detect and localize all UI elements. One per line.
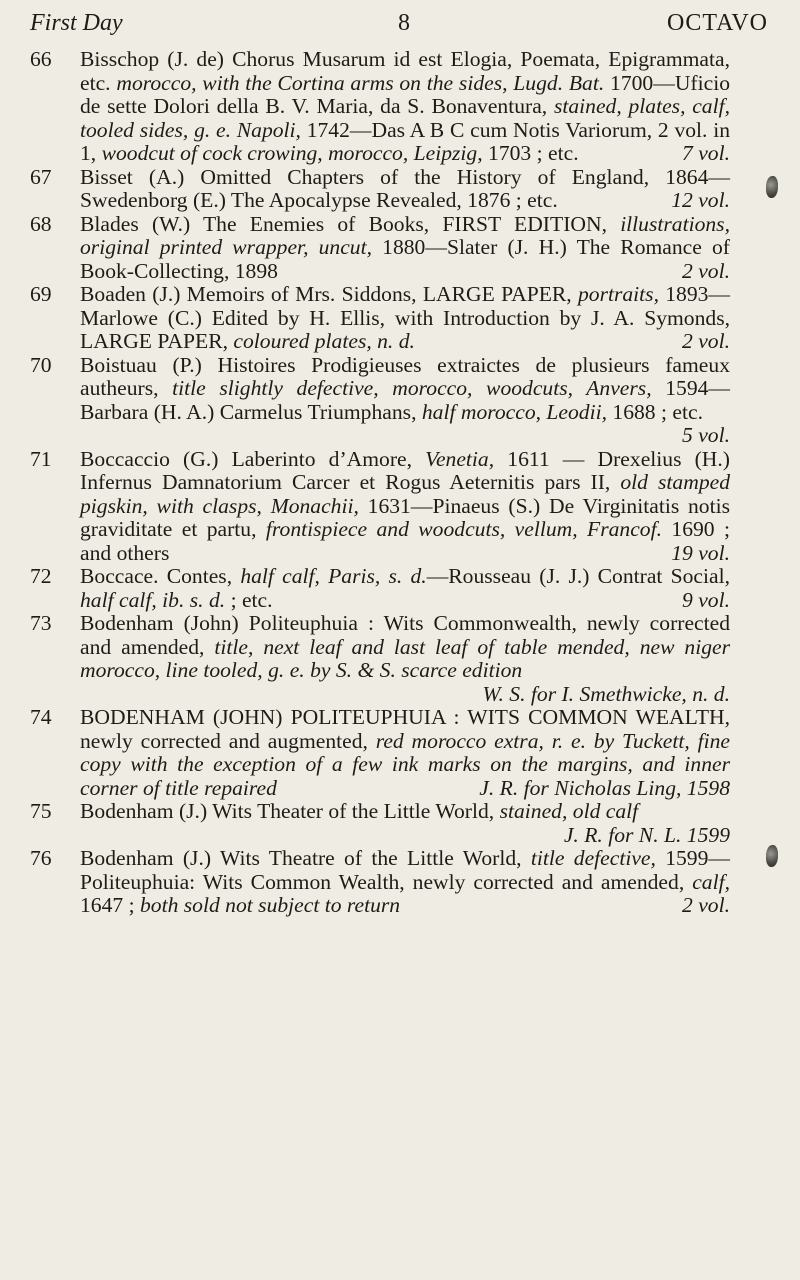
page-number: 8 xyxy=(398,10,410,36)
entry-binding: portraits, xyxy=(577,282,659,306)
volume-count: 2 vol. xyxy=(682,258,730,283)
volume-count: 5 vol. xyxy=(682,423,730,447)
entry-text: 1742—Das A B C cum Notis Variorum, 2 vol. in 1, xyxy=(80,117,730,165)
format-label: OCTAVO xyxy=(667,10,768,36)
volume-count: 12 vol. xyxy=(671,188,730,212)
entry-text: 1647 ; xyxy=(80,893,140,917)
page-header xyxy=(30,10,768,44)
entry-title: BODENHAM (JOHN) POLITEUPHUIA : WITS COMMON WEALTH, xyxy=(80,705,730,729)
volume-count: 7 vol. xyxy=(682,141,730,165)
entry-text: —Rousseau (J. J.) Contrat Social, xyxy=(426,564,730,588)
catalogue-entry-67 xyxy=(30,166,730,213)
catalogue-entry-71 xyxy=(30,448,730,566)
lot-number: 71 xyxy=(30,446,52,471)
entry-text: 1594—Barbara (H. A.) Carmelus Triumphans, xyxy=(80,376,731,424)
catalogue-entry-73 xyxy=(30,612,730,706)
entry-text: Bisschop (J. de) Chorus Musarum id est Elogia, Poemata, Epigrammata, etc. xyxy=(80,47,730,95)
entry-text: 1703 ; etc. xyxy=(482,141,579,165)
entry-text: 1880—Slater (J. H.) The Romance of Book-Collecting, 1898 xyxy=(80,235,730,283)
entry-binding: calf, xyxy=(692,869,730,894)
entry-text: Bisset (A.) Omitted Chapters of the History of England, 1864—Swedenborg (E.) The Apocalypse Revealed, 1876 ; etc. xyxy=(80,164,730,212)
entry-binding: old stamped pigskin, with clasps, Monachii, xyxy=(80,470,730,518)
entry-binding: morocco, with the Cortina arms on the sides, Lugd. Bat. xyxy=(116,70,605,95)
lot-number: 67 xyxy=(30,164,52,189)
entry-binding: stained, old calf xyxy=(499,799,639,823)
entry-binding: illustrations, original printed wrapper, uncut, xyxy=(80,211,730,259)
entry-binding: coloured plates, n. d. xyxy=(233,329,415,353)
entry-imprint: J. R. for Nicholas Ling, 1598 xyxy=(479,775,730,800)
entry-imprint: J. R. for N. L. 1599 xyxy=(563,822,730,847)
entry-text: 1611 — Drexelius (H.) Infernus Damnatorium Carcer et Rogus Aeternitis pars II, xyxy=(80,446,730,494)
entry-text: 1631—Pinaeus (S.) De Virginitatis notis graviditate et partu, xyxy=(80,493,730,541)
entry-text: 1599—Politeuphuia: Wits Common Wealth, newly corrected and amended, xyxy=(80,846,730,894)
entry-binding: both sold not subject to return xyxy=(139,893,401,917)
entry-text: Boistuau (P.) Histoires Prodigieuses extraictes de plusieurs fameux autheurs, xyxy=(80,352,730,400)
lot-number: 72 xyxy=(30,564,52,588)
catalogue-entry-70 xyxy=(30,354,730,448)
lot-number: 73 xyxy=(30,611,52,635)
catalogue-entry-72 xyxy=(30,565,730,612)
catalogue-entry-74 xyxy=(30,706,730,800)
entry-binding: title slightly defective, morocco, woodcuts, Anvers, xyxy=(172,376,652,400)
running-title: First Day xyxy=(30,10,123,36)
volume-count: 2 vol. xyxy=(682,893,730,917)
volume-count: 2 vol. xyxy=(682,329,730,353)
entry-text: 1688 ; etc. xyxy=(607,399,703,424)
lot-number: 68 xyxy=(30,211,52,236)
entry-binding: half morocco, Leodii, xyxy=(421,399,608,424)
binding-hole-mark xyxy=(766,845,778,867)
catalogue-entry-68 xyxy=(30,213,730,284)
entry-edition: LARGE PAPER, xyxy=(422,282,572,306)
entry-binding: frontispiece and woodcuts, vellum, Francof. xyxy=(265,517,662,541)
catalogue-entry-66 xyxy=(30,48,730,166)
volume-count: 9 vol. xyxy=(682,587,730,612)
lot-number: 66 xyxy=(30,47,52,71)
entry-binding: red morocco extra, r. e. by Tuckett, fine copy with the exception of a few ink marks on the margins, and inner corner of title repaired xyxy=(80,728,730,800)
entry-text: Blades (W.) The Enemies of Books, xyxy=(80,211,443,236)
spacer-text xyxy=(607,212,620,236)
entry-binding: Venetia, xyxy=(425,446,495,471)
entry-text: Bodenham (J.) Wits Theatre of the Little World, xyxy=(80,846,531,870)
entry-text: ; etc. xyxy=(225,587,273,612)
binding-hole-mark xyxy=(766,176,778,198)
entry-text: Boccace. Contes, xyxy=(80,564,241,588)
entry-binding: half calf, ib. s. d. xyxy=(80,587,226,612)
catalogue-entry-69 xyxy=(30,283,730,354)
entry-text: 1893—Marlowe (C.) Edited by H. Ellis, with Introduction by J. A. Symonds, xyxy=(80,282,731,330)
lot-number: 75 xyxy=(30,799,52,823)
entry-text: 1690 ; and others xyxy=(80,517,731,565)
entry-text: newly corrected and augmented, xyxy=(80,728,376,753)
entry-edition: FIRST EDITION, xyxy=(442,211,607,236)
entry-binding: stained, plates, calf, tooled sides, g. e. Napoli, xyxy=(80,94,730,142)
entry-text: Boaden (J.) Memoirs of Mrs. Siddons, xyxy=(80,282,423,306)
entry-binding: title, next leaf and last leaf of table mended, new niger morocco, line tooled, g. e. by S. & S. scarce edition xyxy=(80,634,730,682)
entry-binding: half calf, Paris, s. d. xyxy=(240,564,427,588)
entry-imprint: W. S. for I. Smethwicke, n. d. xyxy=(482,681,730,706)
entry-text: Bodenham (J.) Wits Theater of the Little World, xyxy=(80,799,500,823)
entry-binding: woodcut of cock crowing, morocco, Leipzig, xyxy=(101,141,483,165)
volume-count: 19 vol. xyxy=(671,540,730,565)
lot-number: 69 xyxy=(30,282,52,306)
catalogue-entry-75 xyxy=(30,800,730,847)
entry-binding: title defective, xyxy=(530,846,656,870)
entry-text: Bodenham (John) Politeuphuia : Wits Commonwealth, newly corrected and amended, xyxy=(80,611,730,659)
catalogue-entry-76 xyxy=(30,847,730,918)
entry-list xyxy=(30,48,730,918)
entry-edition: LARGE PAPER, xyxy=(80,329,228,353)
entry-text: Boccaccio (G.) Laberinto d’Amore, xyxy=(80,446,426,471)
lot-number: 70 xyxy=(30,352,52,377)
lot-number: 76 xyxy=(30,846,52,870)
entry-text: 1700—Uficio de sette Dolori della B. V. Maria, da S. Bonaventura, xyxy=(80,70,730,118)
lot-number: 74 xyxy=(30,705,52,729)
